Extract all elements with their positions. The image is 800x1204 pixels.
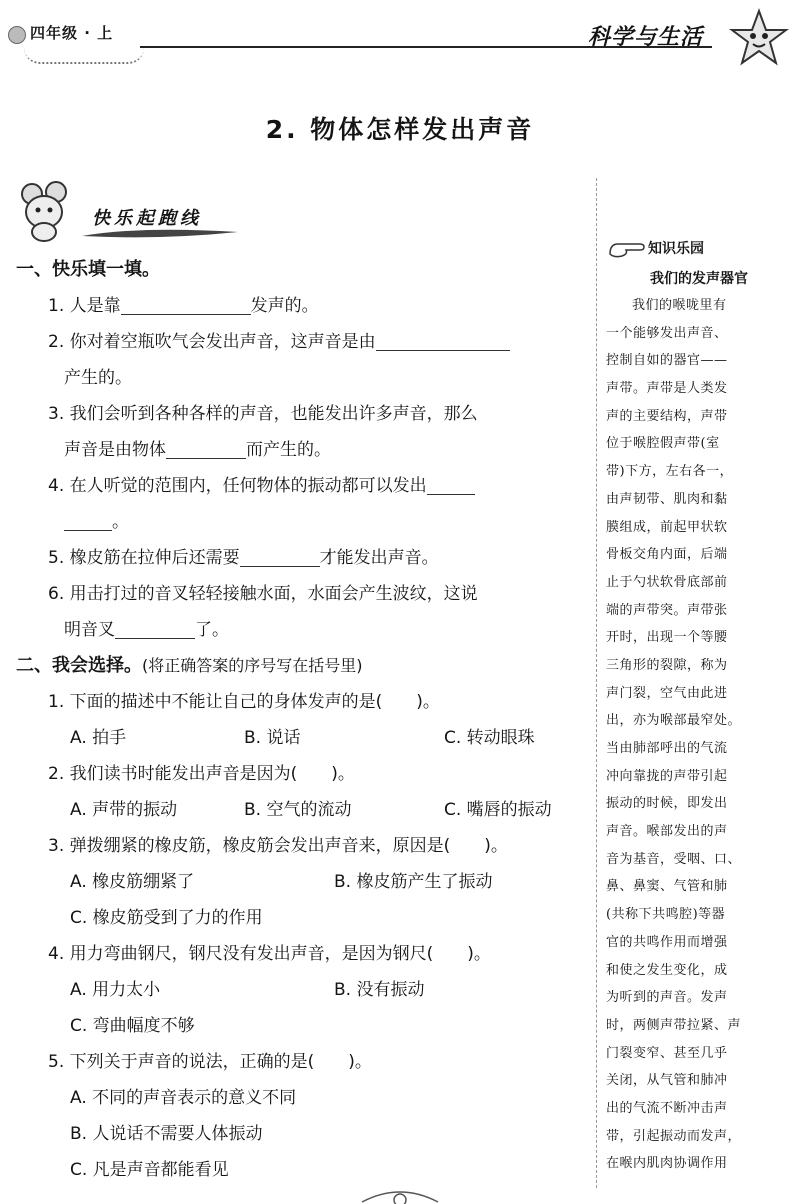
star-mascot-icon (728, 8, 790, 70)
option-c[interactable]: C. 弯曲幅度不够 (70, 1016, 195, 1036)
fill-q2 (16, 324, 596, 360)
sidebar-heading (606, 236, 792, 260)
sidebar-text-line: 在喉内肌肉协调作用 (606, 1156, 728, 1172)
banner-title: 快乐起跑线 (92, 208, 202, 229)
option-a[interactable]: A. 不同的声音表示的意义不同 (70, 1088, 297, 1108)
section-title-text: 二、我会选择。 (16, 655, 142, 676)
section-note: (将正确答案的序号写在括号里) (142, 656, 363, 675)
pointing-hand-icon (606, 236, 646, 260)
option-c[interactable]: C. 转动眼珠 (444, 728, 535, 748)
choice-q5-option-b (16, 1116, 596, 1152)
choice-q2: 2. 我们读书时能发出声音是因为( )。 (48, 764, 355, 784)
sidebar-text-line: 为听到的声音。发声 (606, 990, 728, 1006)
q-number: 2. (48, 332, 65, 352)
sidebar-text-line: 冲向靠拢的声带引起 (606, 768, 728, 784)
sidebar-text-line: 时，两侧声带拉紧、声 (606, 1017, 742, 1033)
sidebar-text-line: 控制自如的器官—— (606, 353, 728, 369)
questions-area (16, 252, 596, 1188)
answer-blank[interactable] (427, 474, 475, 495)
section-fill-title: 一、快乐填一填。 (16, 259, 160, 280)
choice-q3: 3. 弹拨绷紧的橡皮筋，橡皮筋会发出声音来，原因是( )。 (48, 836, 508, 856)
sidebar-text-line: 位于喉腔假声带(室 (606, 436, 720, 452)
q-text: 声音是由物体 (64, 440, 166, 460)
sidebar-text-line: 膜组成，前起甲状软 (606, 519, 728, 535)
fill-q5 (16, 540, 596, 576)
option-b[interactable]: B. 空气的流动 (244, 800, 352, 820)
sidebar-text-line: 带，引起振动而发声， (606, 1128, 742, 1144)
choice-q5: 5. 下列关于声音的说法，正确的是( )。 (48, 1052, 372, 1072)
sidebar-text-line: 止于勺状软骨底部前 (606, 574, 728, 590)
option-a[interactable]: A. 用力太小 (70, 980, 161, 1000)
option-c[interactable]: C. 凡是声音都能看见 (70, 1160, 229, 1180)
q-number: 4. (48, 476, 65, 496)
choice-q1: 1. 下面的描述中不能让自己的身体发声的是( )。 (48, 692, 440, 712)
page-title: 2. 物体怎样发出声音 (265, 115, 535, 144)
option-c[interactable]: C. 嘴唇的振动 (444, 800, 552, 820)
q-number: 6. (48, 584, 65, 604)
q-number: 5. (48, 548, 65, 568)
q-text: 明音叉 (64, 620, 115, 640)
choice-q4: 4. 用力弯曲钢尺，钢尺没有发出声音，是因为钢尺( )。 (48, 944, 491, 964)
sidebar-text-line: 我们的喉咙里有 (632, 298, 727, 313)
choice-q4-options-2 (16, 1008, 596, 1044)
sidebar-body (606, 292, 792, 1178)
choice-q3-options-2 (16, 900, 596, 936)
q-text: 你对着空瓶吹气会发出声音，这声音是由 (69, 332, 376, 352)
choice-q2-options (16, 792, 596, 828)
option-a[interactable]: A. 拍手 (70, 728, 127, 748)
fill-q4-cont (16, 504, 596, 540)
swoosh-decoration (80, 224, 240, 242)
sidebar-text-line: 由声韧带、肌肉和黏 (606, 491, 728, 507)
q-text: 了。 (195, 620, 229, 640)
sidebar-text-line: 门裂变窄、甚至几乎 (606, 1045, 728, 1061)
sidebar-heading-text: 知识乐园 (648, 241, 704, 257)
sidebar-text-line: 振动的时候，即发出 (606, 796, 728, 812)
fill-q3 (16, 396, 596, 432)
fill-q6-cont (16, 612, 596, 648)
sidebar-text-line: 声带。声带是人类发 (606, 381, 728, 397)
sidebar-text-line: 一个能够发出声音、 (606, 325, 728, 341)
q-text: 用击打过的音叉轻轻接触水面，水面会产生波纹，这说 (69, 584, 478, 604)
q-text: 在人听觉的范围内，任何物体的振动都可以发出 (69, 476, 427, 496)
choice-q5-option-c (16, 1152, 596, 1188)
sidebar-text-line: 开时，出现一个等腰 (606, 630, 728, 646)
fill-q4 (16, 468, 596, 504)
knowledge-sidebar (606, 236, 792, 1178)
grade-label: 四年级 · 上 (30, 24, 114, 42)
choice-q4-options (16, 972, 596, 1008)
mouse-icon (14, 180, 78, 244)
q-text: 我们会听到各种各样的声音，也能发出许多声音，那么 (69, 404, 478, 424)
answer-blank[interactable] (121, 294, 251, 315)
sidebar-text-line: 鼻、鼻窦、气管和肺 (606, 879, 728, 895)
brand-title: 科学与生活 (588, 25, 704, 50)
sidebar-text-line: 声音。喉部发出的声 (606, 824, 728, 840)
q-text: 而产生的。 (246, 440, 331, 460)
header-dotted-arc (24, 48, 144, 64)
section-banner (10, 180, 240, 250)
q-text: 才能发出声音。 (319, 548, 439, 568)
sidebar-text-line: 音为基音，受咽、口、 (606, 851, 742, 867)
option-c[interactable]: C. 橡皮筋受到了力的作用 (70, 908, 263, 928)
sidebar-text-line: 出，亦为喉部最窄处。 (606, 713, 742, 729)
option-b[interactable]: B. 没有振动 (334, 980, 425, 1000)
page-header (0, 0, 800, 80)
answer-blank[interactable] (64, 510, 112, 531)
q-text: 人是靠 (69, 296, 121, 316)
fill-q3-cont (16, 432, 596, 468)
q-number: 1. (48, 296, 65, 316)
sidebar-title: 我们的发声器官 (650, 271, 748, 287)
choice-q1-options (16, 720, 596, 756)
q-number: 3. (48, 404, 65, 424)
section-choice-title (16, 648, 596, 684)
q-text: 发声的。 (250, 296, 319, 316)
q-text: 产生的。 (64, 368, 132, 388)
fill-q1 (16, 288, 596, 324)
option-a[interactable]: A. 声带的振动 (70, 800, 178, 820)
ball-icon (8, 26, 26, 44)
option-b[interactable]: B. 人说话不需要人体振动 (70, 1124, 263, 1144)
option-a[interactable]: A. 橡皮筋绷紧了 (70, 872, 195, 892)
choice-q3-options (16, 864, 596, 900)
sidebar-text-line: 官的共鸣作用而增强 (606, 934, 728, 950)
column-divider (596, 178, 597, 1188)
q-text: 。 (112, 512, 129, 532)
choice-q5-option-a (16, 1080, 596, 1116)
fill-q6 (16, 576, 596, 612)
answer-blank[interactable] (166, 438, 246, 459)
sidebar-text-line: 带)下方，左右各一， (606, 464, 734, 480)
sidebar-text-line: 声的主要结构，声带 (606, 408, 728, 424)
sidebar-text-line: 出的气流不断冲击声 (606, 1100, 728, 1116)
q-text: 橡皮筋在拉伸后还需要 (69, 548, 240, 568)
sidebar-text-line: 三角形的裂隙，称为 (606, 657, 728, 673)
sidebar-text-line: (共称下共鸣腔)等器 (606, 907, 726, 923)
answer-blank[interactable] (115, 618, 195, 639)
sidebar-text-line: 和使之发生变化，成 (606, 962, 728, 978)
fill-q2-cont (16, 360, 596, 396)
answer-blank[interactable] (376, 330, 510, 351)
sidebar-text-line: 当由肺部呼出的气流 (606, 741, 728, 756)
sidebar-text-line: 端的声带突。声带张 (606, 602, 728, 618)
sidebar-text-line: 骨板交角内面，后端 (606, 547, 728, 563)
option-b[interactable]: B. 橡皮筋产生了振动 (334, 872, 493, 892)
sidebar-text-line: 关闭，从气管和肺冲 (606, 1073, 728, 1089)
option-b[interactable]: B. 说话 (244, 728, 301, 748)
answer-blank[interactable] (240, 546, 320, 567)
page-number-ornament (360, 1188, 440, 1204)
sidebar-text-line: 声门裂，空气由此进 (606, 685, 728, 701)
